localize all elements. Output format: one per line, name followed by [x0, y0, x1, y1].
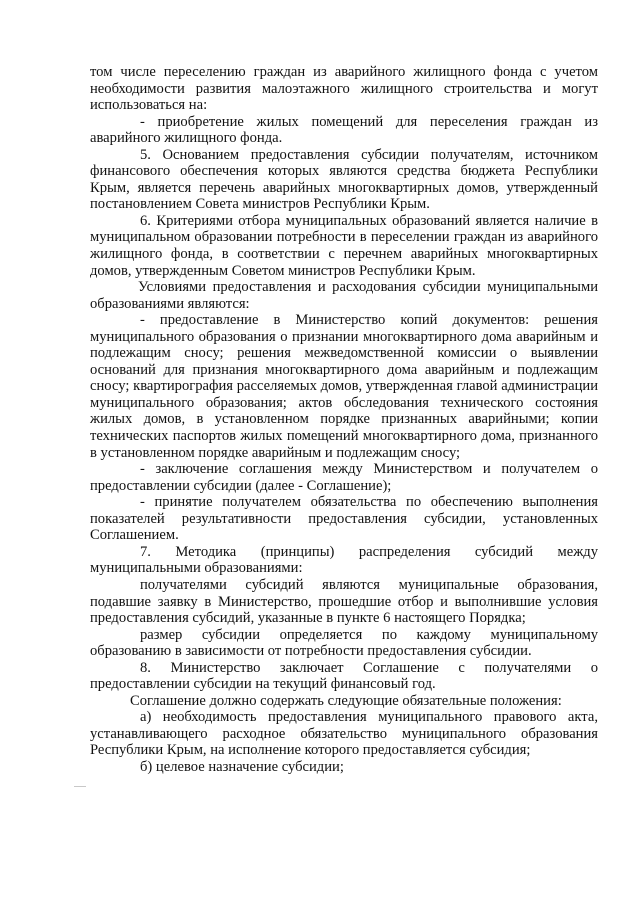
paragraph-clause-7: 7. Методика (принципы) распределения субсидий между муниципальными образованиями:: [90, 543, 598, 577]
paragraph-conditions: Условиями предоставления и расходования субсидии муниципальными образованиями являются:: [90, 279, 598, 312]
scan-margin-mark: [74, 786, 86, 787]
paragraph-provision-b: б) целевое назначение субсидии;: [140, 758, 344, 775]
paragraph-clause-5: 5. Основанием предоставления субсидии получателям, источником финансового обеспечения которых являются средства бюджета Республики Крым, является перечень аварийных многоквартирных домов, утвержденный постановлением Совета министров Республики Крым.: [90, 146, 598, 213]
paragraph-clause-8: 8. Министерство заключает Соглашение с получателями о предоставлении субсидии на текущий финансовый год.: [90, 659, 598, 693]
document-body: [90, 64, 598, 776]
paragraph-purchase-item: - приобретение жилых помещений для переселения граждан из аварийного жилищного фонда.: [90, 113, 598, 147]
paragraph-recipients: получателями субсидий являются муниципальные образования, подавшие заявку в Министерство, прошедшие отбор и выполнившие условия предоставления субсидий, указанные в пункте 6 настоящего Порядка;: [90, 576, 598, 627]
paragraph-condition-agreement: - заключение соглашения между Министерством и получателем о предоставлении субсидии (далее - Соглашение);: [90, 461, 598, 494]
paragraph-condition-documents: - предоставление в Министерство копий документов: решения муниципального образования о признании многоквартирного дома аварийным и подлежащим сносу; решения межведомственной комиссии о выявлении оснований для признания многоквартирного дома аварийным и подлежащим сносу; квартирография расселяемых домов, утвержденная главой администрации муниципального образования; актов обследования технического состояния жилых домов, в установленном порядке признанных аварийными; копии технических паспортов жилых помещений многоквартирного дома, признанного в установленном порядке аварийным и подлежащим сносу;: [90, 312, 598, 461]
paragraph-condition-obligation: - принятие получателем обязательства по обеспечению выполнения показателей результативности предоставления субсидии, установленных Соглашением.: [90, 494, 598, 544]
paragraph-subsidy-size: размер субсидии определяется по каждому муниципальному образованию в зависимости от потребности предоставления субсидии.: [90, 626, 598, 660]
paragraph-clause-6: 6. Критериями отбора муниципальных образований является наличие в муниципальном образовании потребности в переселении граждан из аварийного жилищного фонда, в соответствии с перечнем аварийных многоквартирных домов, утвержденным Советом министров Республики Крым.: [90, 212, 598, 279]
paragraph-agreement-provisions: Соглашение должно содержать следующие обязательные положения:: [130, 692, 562, 709]
paragraph-continuation: том числе переселению граждан из аварийного жилищного фонда с учетом необходимости развития малоэтажного жилищного строительства и могут использоваться на:: [90, 64, 598, 114]
paragraph-provision-a: а) необходимость предоставления муниципального правового акта, устанавливающего расходное обязательство муниципального образования Республики Крым, на исполнение которого предоставляется субсидия;: [90, 709, 598, 759]
